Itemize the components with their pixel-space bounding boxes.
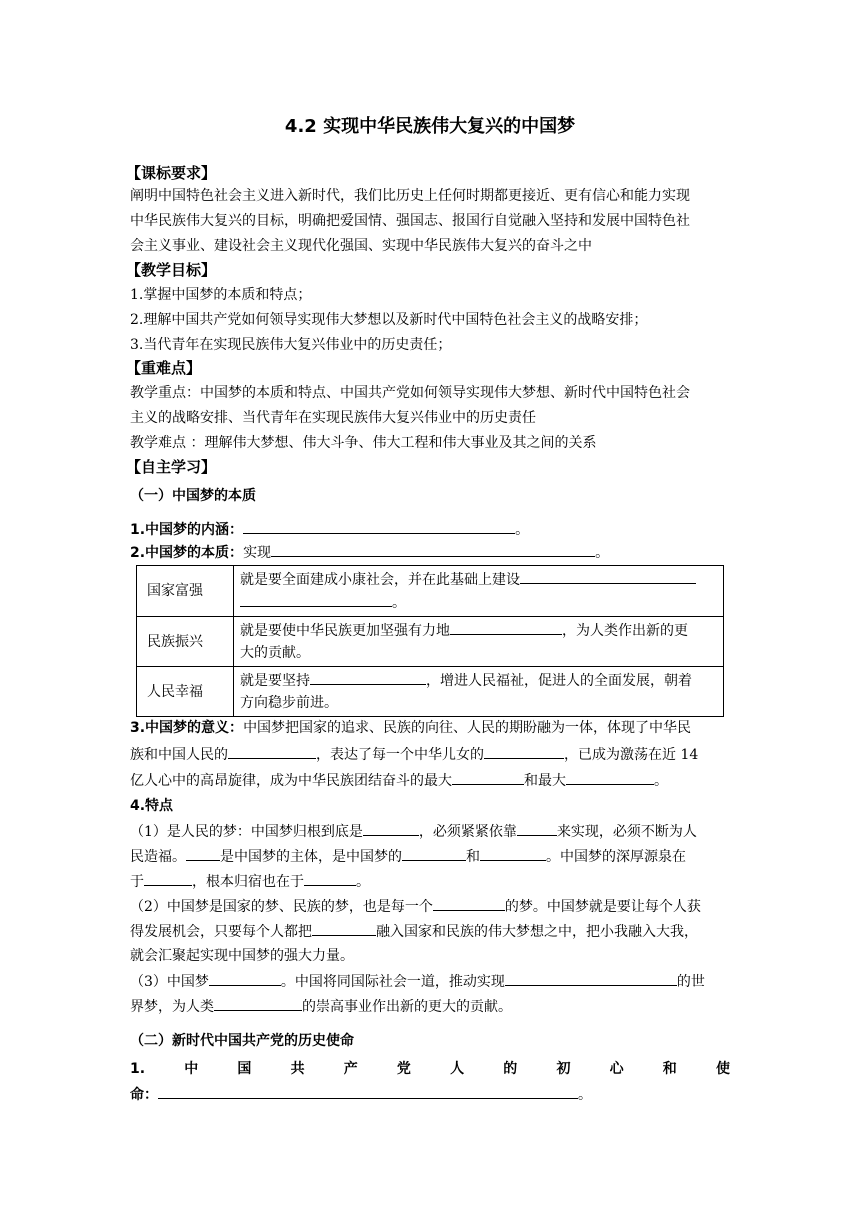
answer-blank[interactable] (517, 820, 557, 836)
objective-item: 3.当代青年在实现民族伟大复兴伟业中的历史责任； (130, 337, 452, 353)
feature-3-line: 界梦，为人类 的崇高事业作出新的更大的贡献。 (130, 995, 512, 1018)
keypoints-line: 教学重点：中国梦的本质和特点、中国共产党如何领导实现伟大梦想、新时代中国特色社会 (130, 385, 690, 401)
answer-blank[interactable] (310, 669, 426, 685)
curriculum-line: 中华民族伟大复兴的目标，明确把爱国情、强国志、报国行自觉融入坚持和发展中国特色社 (130, 213, 690, 229)
answer-blank[interactable] (240, 591, 392, 607)
objective-item: 1.掌握中国梦的本质和特点； (130, 287, 312, 303)
question-2-label: 2.中国梦的本质： (130, 545, 244, 561)
page-title: 4.2 实现中华民族伟大复兴的中国梦 (284, 116, 576, 137)
part2-question-1-line: 命： 。 (130, 1083, 592, 1106)
answer-blank[interactable] (402, 845, 466, 861)
objectives-heading: 【教学目标】 (126, 261, 217, 279)
answer-blank[interactable] (243, 518, 515, 534)
curriculum-line: 会主义事业、建设社会主义现代化强国、实现中华民族伟大复兴的奋斗之中 (130, 238, 592, 254)
question-3: 3.中国梦的意义：中国梦把国家的追求、民族的向往、人民的期盼融为一体，体现了中华民 (130, 720, 692, 736)
answer-blank[interactable] (363, 820, 419, 836)
answer-blank[interactable] (450, 619, 562, 635)
part2-title: （二）新时代中国共产党的历史使命 (130, 1033, 354, 1049)
keypoints-heading: 【重难点】 (126, 359, 202, 377)
answer-blank[interactable] (214, 995, 302, 1011)
answer-blank[interactable] (312, 920, 376, 936)
answer-blank[interactable] (433, 895, 505, 911)
question-2: 2.中国梦的本质：实现 。 (130, 541, 609, 564)
answer-blank[interactable] (520, 568, 696, 584)
table-row (137, 617, 724, 667)
answer-blank[interactable] (158, 1083, 578, 1099)
table-key: 人民幸福 (137, 667, 234, 717)
self-study-heading: 【自主学习】 (126, 458, 217, 476)
question-3-line: 亿人心中的高昂旋律，成为中华民族团结奋斗的最大 和最大 。 (130, 769, 668, 792)
curriculum-heading: 【课标要求】 (126, 164, 217, 182)
question-4-label: 4.特点 (130, 798, 174, 814)
part1-title: （一）中国梦的本质 (130, 488, 256, 504)
keypoints-line: 主义的战略安排、当代青年在实现民族伟大复兴伟业中的历史责任 (130, 410, 536, 426)
answer-blank[interactable] (304, 870, 356, 886)
part2-question-1: 1. 中 国 共 产 党 人 的 初 心 和 使 (130, 1061, 730, 1077)
feature-1: （1）是人民的梦：中国梦归根到底是 ，必须紧紧依靠 来实现，必须不断为人 (130, 820, 697, 843)
table-row (137, 566, 724, 617)
answer-blank[interactable] (228, 743, 316, 759)
answer-blank[interactable] (209, 970, 281, 986)
answer-blank[interactable] (505, 970, 677, 986)
table-cell: 就是要坚持 ，增进人民福祉，促进人的全面发展，朝着 方向稳步前进。 (234, 667, 724, 717)
table-key: 民族振兴 (137, 617, 234, 667)
feature-2: （2）中国梦是国家的梦、民族的梦，也是每一个 的梦。中国梦就是要让每个人获 (130, 895, 701, 918)
answer-blank[interactable] (186, 845, 220, 861)
feature-2-line: 就会汇聚起实现中国梦的强大力量。 (130, 948, 354, 964)
answer-blank[interactable] (480, 845, 546, 861)
table-row (137, 667, 724, 717)
question-1: 1.中国梦的内涵： 。 (130, 518, 529, 541)
dream-table (136, 565, 724, 717)
answer-blank[interactable] (484, 743, 564, 759)
answer-blank[interactable] (566, 769, 654, 785)
feature-1-line: 民造福。 是中国梦的主体，是中国梦的 和 。中国梦的深厚源泉在 (130, 845, 686, 868)
feature-1-line: 于 ，根本归宿也在于 。 (130, 870, 370, 893)
objective-item: 2.理解中国共产党如何领导实现伟大梦想以及新时代中国特色社会主义的战略安排； (130, 312, 648, 328)
answer-blank[interactable] (144, 870, 192, 886)
keypoints-line: 教学难点 ：理解伟大梦想、伟大斗争、伟大工程和伟大事业及其之间的关系 (130, 435, 597, 451)
feature-3: （3）中国梦 。中国将同国际社会一道，推动实现 的世 (130, 970, 705, 993)
question-3-line: 族和中国人民的 ，表达了每一个中华儿女的 ，已成为激荡在近 14 (130, 743, 698, 766)
question-1-label: 1.中国梦的内涵： (130, 522, 244, 538)
answer-blank[interactable] (452, 769, 524, 785)
answer-blank[interactable] (271, 541, 595, 557)
table-cell: 就是要使中华民族更加坚强有力地 ，为人类作出新的更 大的贡献。 (234, 617, 724, 667)
table-cell: 就是要全面建成小康社会，并在此基础上建设 。 (234, 566, 724, 617)
question-3-label: 3.中国梦的意义： (130, 720, 244, 736)
table-key: 国家富强 (137, 566, 234, 617)
curriculum-line: 阐明中国特色社会主义进入新时代，我们比历史上任何时期都更接近、更有信心和能力实现 (130, 188, 690, 204)
feature-2-line: 得发展机会，只要每个人都把 融入国家和民族的伟大梦想之中，把小我融入大我， (130, 920, 698, 943)
